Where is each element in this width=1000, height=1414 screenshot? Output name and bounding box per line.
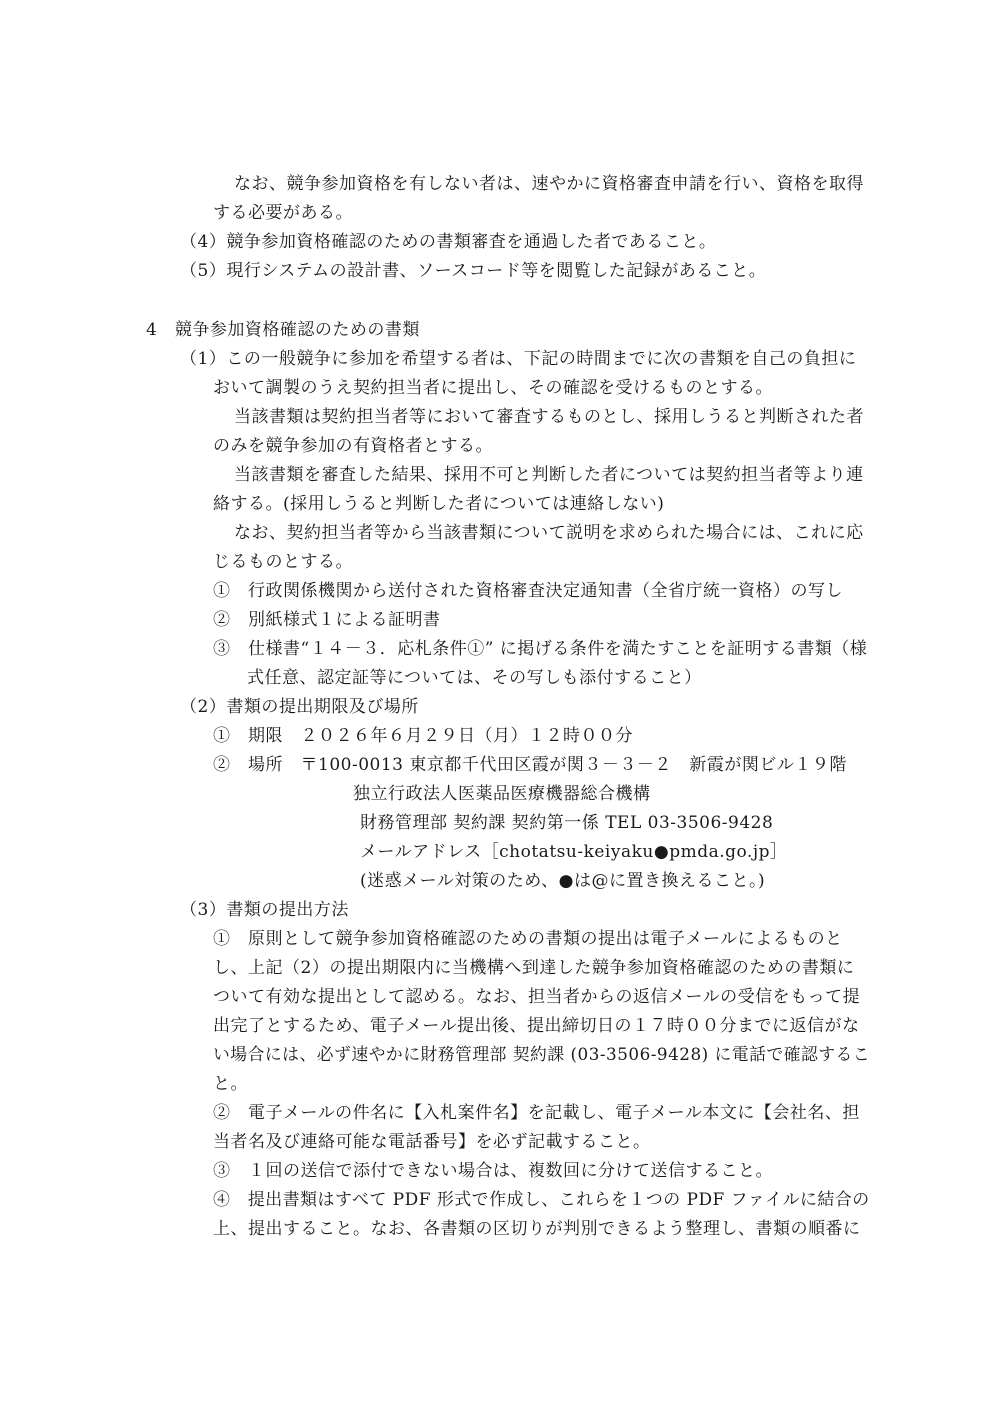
text-line: （4）競争参加資格確認のための書類審査を通過した者であること。 [180,232,717,252]
text-line: する必要がある。 [213,203,353,223]
list-item: ② 場所 〒100-0013 東京都千代田区霞が関３－３－２ 新霞が関ビル１９階 [213,755,847,775]
subsection-heading: （2）書類の提出期限及び場所 [180,697,419,717]
text-line: 絡する。(採用しうると判断した者については連絡しない) [213,494,665,514]
text-line: と。 [213,1074,248,1094]
text-line: （1）この一般競争に参加を希望する者は、下記の時間までに次の書類を自己の負担に [180,349,857,369]
subsection-heading: （3）書類の提出方法 [180,900,349,920]
list-item: ③ 仕様書“１４－３．応札条件①” に掲げる条件を満たすことを証明する書類（様 [213,639,868,659]
list-item: ② 電子メールの件名に【入札案件名】を記載し、電子メール本文に【会社名、担 [213,1103,860,1123]
text-line: い場合には、必ず速やかに財務管理部 契約課 (03-3506-9428) に電話で確認するこ [213,1045,871,1065]
text-line: ついて有効な提出として認める。なお、担当者からの返信メールの受信をもって提 [213,987,861,1007]
text-line: 出完了とするため、電子メール提出後、提出締切日の１７時００分までに返信がな [213,1016,860,1036]
text-line: なお、競争参加資格を有しない者は、速やかに資格審査申請を行い、資格を取得 [234,174,864,194]
email-line: メールアドレス［chotatsu-keiyaku●pmda.go.jp］ [360,842,788,862]
text-line: のみを競争参加の有資格者とする。 [213,436,493,456]
text-line: じるものとする。 [213,552,353,572]
text-line: （5）現行システムの設計書、ソースコード等を閲覧した記録があること。 [180,261,767,281]
text-line: 当該書類は契約担当者等において審査するものとし、採用しうると判断された者 [234,407,864,427]
text-line: し、上記（2）の提出期限内に当機構へ到達した競争参加資格確認のための書類に [213,958,855,978]
address-line: 財務管理部 契約課 契約第一係 TEL 03-3506-9428 [360,813,774,833]
text-line: (迷惑メール対策のため、●は@に置き換えること。) [360,871,766,891]
address-line: 独立行政法人医薬品医療機器総合機構 [353,784,651,804]
list-item: ③ １回の送信で添付できない場合は、複数回に分けて送信すること。 [213,1161,773,1181]
list-item: ① 期限 ２０２６年６月２９日（月）１２時００分 [213,726,633,746]
text-line: 式任意、認定証等については、その写しも添付すること） [247,668,702,688]
text-line: なお、契約担当者等から当該書類について説明を求められた場合には、これに応 [234,523,864,543]
list-item: ④ 提出書類はすべて PDF 形式で作成し、これらを１つの PDF ファイルに結合の [213,1190,870,1210]
list-item: ① 行政関係機関から送付された資格審査決定通知書（全省庁統一資格）の写し [213,581,843,601]
text-line: 当者名及び連絡可能な電話番号】を必ず記載すること。 [213,1132,651,1152]
list-item: ② 別紙様式１による証明書 [213,610,441,630]
list-item: ① 原則として競争参加資格確認のための書類の提出は電子メールによるものと [213,929,843,949]
text-line: 上、提出すること。なお、各書類の区切りが判別できるよう整理し、書類の順番に [213,1219,861,1239]
text-line: 当該書類を審査した結果、採用不可と判断した者については契約担当者等より連 [234,465,864,485]
section-heading: 4 競争参加資格確認のための書類 [146,320,420,340]
text-line: おいて調製のうえ契約担当者に提出し、その確認を受けるものとする。 [213,378,773,398]
